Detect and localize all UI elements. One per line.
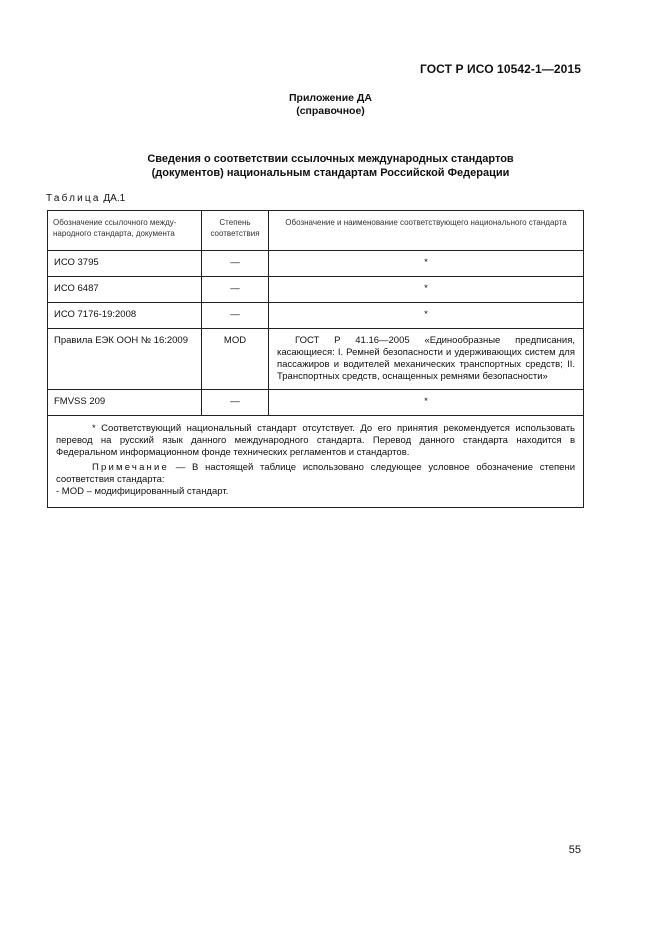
header-designation: Обозначение ссылочного между-народного стандарта, документа [48, 211, 202, 251]
cell-national: * [269, 251, 584, 277]
note-text: — В настоящей таблице использовано следующее условное обозначение степени соответствия стандарта: [56, 462, 575, 485]
cell-designation: ИСО 3795 [48, 251, 202, 277]
cell-degree: — [202, 277, 269, 303]
correspondence-table [47, 210, 584, 508]
header-degree: Степень соответствия [202, 211, 269, 251]
table-label-prefix: Таблица [46, 193, 101, 204]
cell-designation: ИСО 7176-19:2008 [48, 303, 202, 329]
note-item: - MOD – модифицированный стандарт. [56, 486, 229, 497]
cell-degree: — [202, 251, 269, 277]
cell-national: * [269, 303, 584, 329]
cell-national: * [269, 390, 584, 416]
cell-national: ГОСТ Р 41.16—2005 «Единообразные предписания, касающиеся: I. Ремней безопасности и удерживающих систем для пассажиров и водителей механических транспортных средств; II. Транспортных средств, оснащенных ремнями безопасности» [269, 329, 584, 390]
cell-degree: MOD [202, 329, 269, 390]
cell-degree: — [202, 390, 269, 416]
table-footnote-cell [48, 416, 584, 508]
footnote-text: * Соответствующий национальный стандарт отсутствует. До его принятия рекомендуется использовать перевод на русский язык данного международного стандарта. Перевод данного стандарта находится в Федеральном информационном фонде технических регламентов и стандартов. [56, 423, 575, 458]
cell-designation: Правила ЕЭК ООН № 16:2009 [48, 329, 202, 390]
table-row [48, 390, 584, 416]
annex-title: Приложение ДА [289, 92, 372, 104]
cell-degree: — [202, 303, 269, 329]
page-number: 55 [568, 844, 581, 856]
section-title-line2: (документов) национальным стандартам Российской Федерации [151, 167, 510, 179]
cell-designation: FMVSS 209 [48, 390, 202, 416]
note-paragraph [56, 462, 575, 486]
cell-national: * [269, 277, 584, 303]
table-row [48, 303, 584, 329]
annex-type: (справочное) [296, 105, 365, 117]
annex-heading [0, 92, 661, 118]
section-title-line1: Сведения о соответствии ссылочных международных стандартов [147, 153, 514, 165]
table-row [48, 251, 584, 277]
table-footer-row [48, 416, 584, 508]
table-label-number: ДА.1 [103, 193, 126, 204]
table-label [46, 193, 125, 204]
section-title [0, 152, 661, 180]
note-label: Примечание [92, 462, 169, 473]
cell-designation: ИСО 6487 [48, 277, 202, 303]
table-row [48, 329, 584, 390]
header-national-standard: Обозначение и наименование соответствующего национального стандарта [269, 211, 584, 251]
document-code: ГОСТ Р ИСО 10542-1—2015 [419, 62, 581, 76]
table-header-row [48, 211, 584, 251]
table-row [48, 277, 584, 303]
